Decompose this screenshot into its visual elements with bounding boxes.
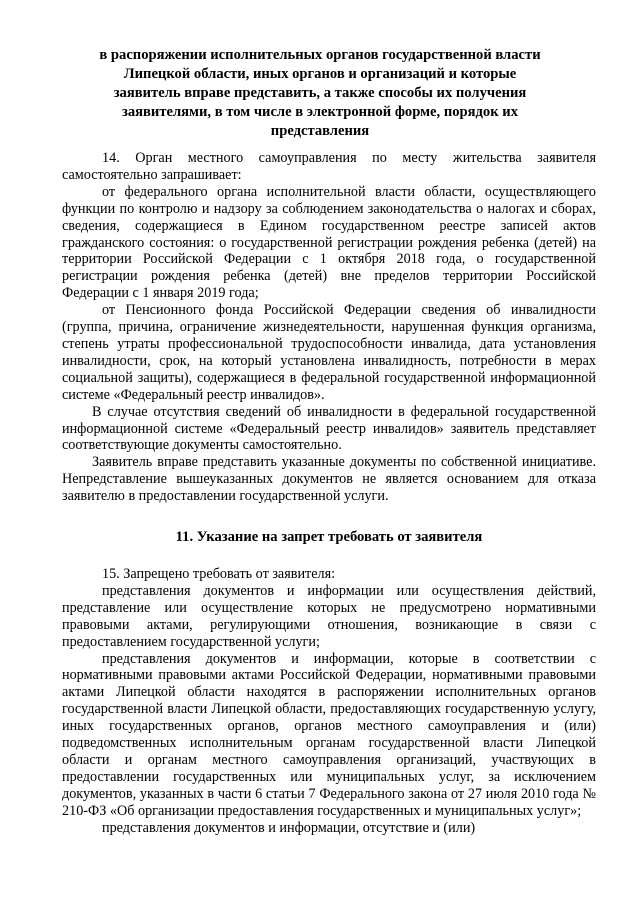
paragraph: представления документов и информации или осуществления действий, представление или осуществление которых не предусмотрено нормативными правовыми актами, регулирующими отношения, возникающие в связи с предоставлением государственной услуги; — [62, 582, 596, 650]
heading-line: в распоряжении исполнительных органов государственной власти — [99, 47, 541, 63]
heading-line: представления — [270, 123, 370, 139]
heading-line: заявитель вправе представить, а также способы их получения — [113, 85, 527, 101]
paragraph: Заявитель вправе представить указанные документы по собственной инициативе. Непредставление вышеуказанных документов не является основанием для отказа заявителю в предоставлении государственной услуги. — [62, 454, 596, 505]
paragraph-block-14 — [62, 150, 596, 505]
section-heading — [80, 46, 560, 141]
paragraph: от Пенсионного фонда Российской Федерации сведения об инвалидности (группа, причина, ограничение жизнедеятельности, нарушенная функция организма, степень утраты профессиональной трудоспособности инвалида, дата установления инвалидности, срок, на который установлена инвалидность, потребности в мерах социальной защиты), содержащиеся в федеральной государственной информационной системе «Федеральный реестр инвалидов». — [62, 302, 596, 403]
heading-line: Липецкой области, иных органов и организаций и которые — [123, 66, 517, 82]
paragraph: 14. Орган местного самоуправления по месту жительства заявителя самостоятельно запрашивает: — [62, 150, 596, 183]
paragraph: от федерального органа исполнительной власти области, осуществляющего функции по контролю и надзору за соблюдением законодательства о налогах и сборах, сведения, содержащиеся в Едином государственном реестре записей актов гражданского состояния: о государственной регистрации рождения ребенка (детей) на территории Российской Федерации с 1 октября 2018 года, о государственной регистрации рождения ребенка (детей) вне пределов территории Российской Федерации с 1 января 2019 года; — [62, 183, 596, 302]
paragraph: 15. Запрещено требовать от заявителя: — [102, 566, 336, 582]
section-title: 11. Указание на запрет требовать от заявителя — [175, 529, 483, 545]
paragraph: В случае отсутствия сведений об инвалидности в федеральной государственной информационной системе «Федеральный реестр инвалидов» заявитель представляет соответствующие документы самостоятельно. — [62, 403, 596, 454]
paragraph-block-15 — [62, 566, 596, 837]
heading-line: заявителями, в том числе в электронной форме, порядок их — [121, 104, 518, 120]
paragraph: представления документов и информации, отсутствие и (или) — [102, 819, 476, 836]
paragraph: представления документов и информации, которые в соответствии с нормативными правовыми актами Российской Федерации, нормативными правовыми актами Липецкой области находятся в распоряжении исполнительных органов государственной власти Липецкой области, предоставляющих государственную услугу, иных государственных органов, органов местного самоуправления и (или) подведомственных исполнительным органам государственной власти Липецкой области и органам местного самоуправления организаций, участвующих в предоставлении государственных или муниципальных услуг, за исключением документов, указанных в части 6 статьи 7 Федерального закона от 27 июля 2010 года № 210-ФЗ «Об организации предоставления государственных и муниципальных услуг»; — [62, 650, 596, 819]
